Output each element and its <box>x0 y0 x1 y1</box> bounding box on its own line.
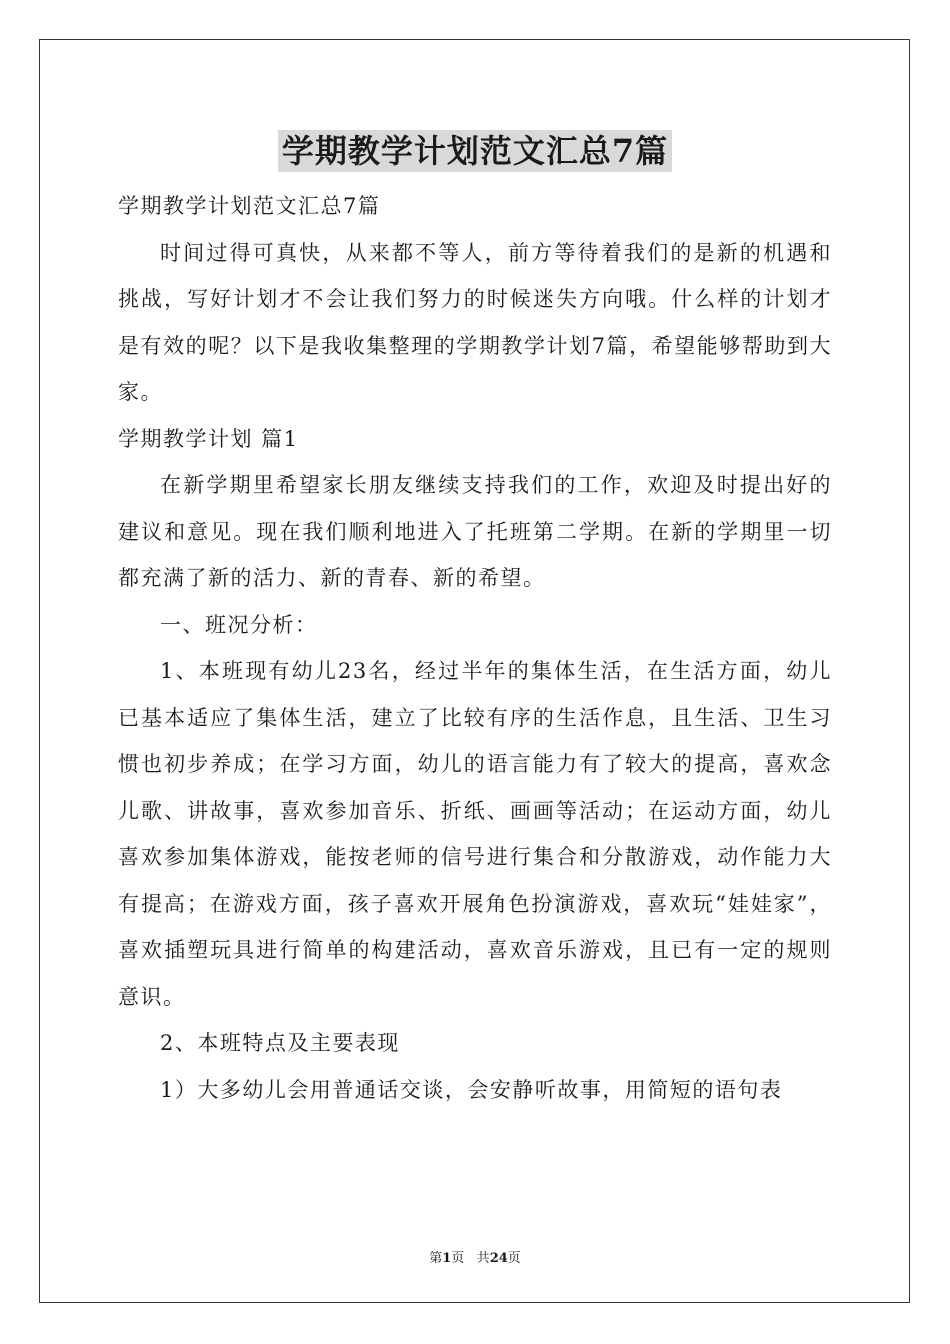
total-pages-suffix: 页 <box>507 1251 521 1266</box>
page-number-suffix: 页 <box>451 1251 465 1266</box>
document-subtitle: 学期教学计划范文汇总7篇 <box>118 194 381 218</box>
intro-paragraph: 时间过得可真快，从来都不等人，前方等待着我们的是新的机遇和挑战，写好计划才不会让我们努力的时候迷失方向哦。什么样的计划才是有效的呢？以下是我收集整理的学期教学计划7篇，希望能够帮助到大家。 <box>118 240 832 404</box>
current-page-number: 1 <box>442 1251 452 1266</box>
section-heading-plan-1: 学期教学计划 篇1 <box>118 426 299 451</box>
body-paragraph: 1）大多幼儿会用普通话交谈，会安静听故事，用简短的语句表 <box>160 1077 783 1102</box>
document-body <box>118 120 832 1113</box>
page-number-prefix: 第 <box>429 1251 443 1266</box>
total-page-count: 24 <box>489 1251 508 1266</box>
document-title <box>118 130 832 178</box>
body-paragraph: 1、本班现有幼儿23名，经过半年的集体生活，在生活方面，幼儿已基本适应了集体生活，建立了比较有序的生活作息，且生活、卫生习惯也初步养成；在学习方面，幼儿的语言能力有了较大的提高，喜欢念儿歌、讲故事，喜欢参加音乐、折纸、画画等活动；在运动方面，幼儿喜欢参加集体游戏，能按老师的信号进行集合和分散游戏，动作能力大有提高；在游戏方面，孩子喜欢开展角色扮演游戏，喜欢玩“娃娃家”，喜欢插塑玩具进行简单的构建活动，喜欢音乐游戏，且已有一定的规则意识。 <box>118 659 832 1009</box>
page-footer <box>0 1247 950 1266</box>
body-paragraph: 在新学期里希望家长朋友继续支持我们的工作，欢迎及时提出好的建议和意见。现在我们顺利地进入了托班第二学期。在新的学期里一切都充满了新的活力、新的青春、新的希望。 <box>118 473 832 590</box>
total-pages-prefix: 共 <box>476 1251 490 1266</box>
class-analysis-heading: 一、班况分析： <box>160 612 318 637</box>
document-title-text: 学期教学计划范文汇总7篇 <box>278 130 672 172</box>
class-features-heading: 2、本班特点及主要表现 <box>160 1031 400 1055</box>
